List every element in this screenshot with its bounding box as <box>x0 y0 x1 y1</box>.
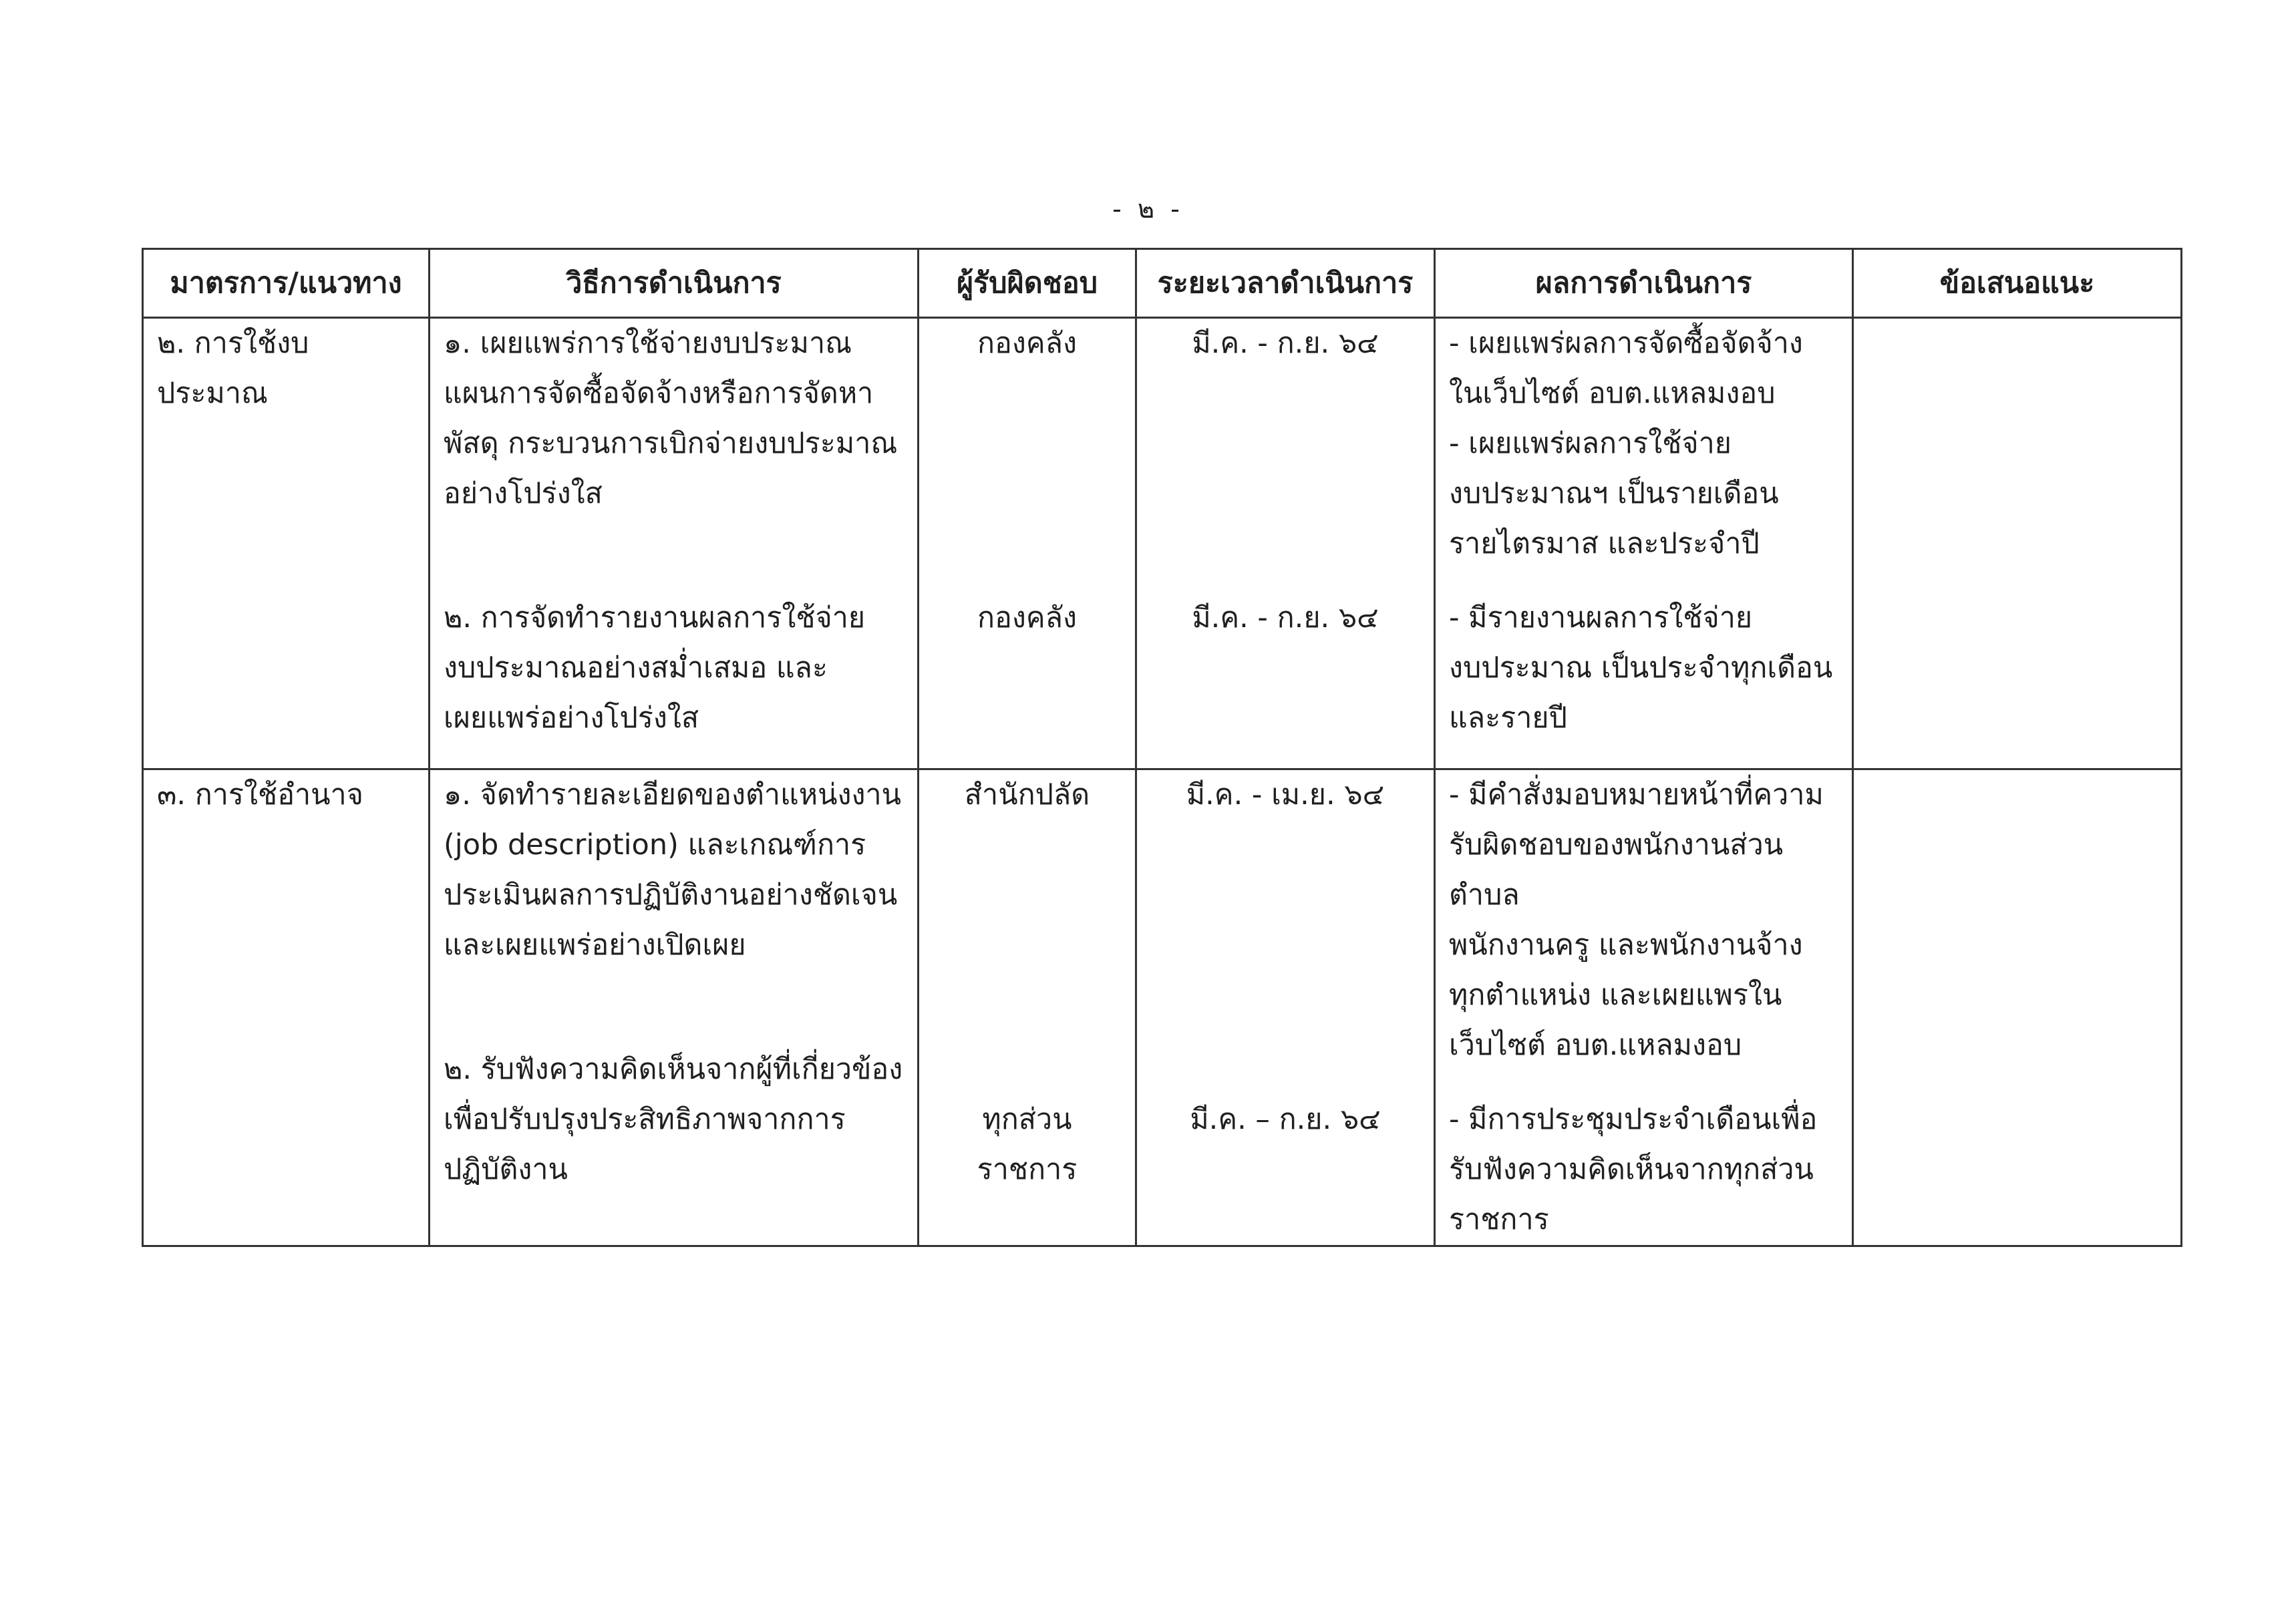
result-item: - เผยแพร่ผลการจัดซื้อจัดจ้าง ในเว็บไซต์ อบต.แหลมงอบ - เผยแพร่ผลการใช้จ่าย งบประมาณฯ เป็นรายเดือน รายไตรมาส และประจำปี <box>1449 327 1803 560</box>
period-item: มี.ค. - ก.ย. ๖๔ <box>1192 601 1379 635</box>
header-method: วิธีการดำเนินการ <box>430 249 919 318</box>
header-suggestion: ข้อเสนอแนะ <box>1853 249 2182 318</box>
responsible-item: กองคลัง <box>977 327 1077 360</box>
action-plan-table <box>142 248 2182 1247</box>
method-item: ๒. รับฟังความคิดเห็นจากผู้ที่เกี่ยวข้อง เพื่อปรับปรุงประสิทธิภาพจากการ ปฏิบัติงาน <box>444 1053 903 1186</box>
result-item: - มีรายงานผลการใช้จ่าย งบประมาณ เป็นประจำทุกเดือน และรายปี <box>1449 601 1833 735</box>
result-cell <box>1435 769 1853 1246</box>
period-item: มี.ค. - ก.ย. ๖๔ <box>1192 327 1379 360</box>
header-measure: มาตรการ/แนวทาง <box>143 249 430 318</box>
responsible-item: ทุกส่วนราชการ <box>977 1103 1078 1186</box>
page-number: - ๒ - <box>1112 194 1184 224</box>
method-item: ๑. จัดทำรายละเอียดของตำแหน่งงาน (job description) และเกณฑ์การ ประเมินผลการปฏิบัติงานอย่างชัดเจน และเผยแพร่อย่างเปิดเผย <box>444 778 902 962</box>
measure-text: ๓. การใช้อำนาจ <box>157 778 363 812</box>
result-item: - มีคำสั่งมอบหมายหน้าที่ความ รับผิดชอบของพนักงานส่วนตำบล พนักงานครู และพนักงานจ้าง ทุกตำแหน่ง และเผยแพรใน เว็บไซต์ อบต.แหลมงอบ <box>1449 778 1824 1062</box>
suggestion-cell <box>1853 769 2182 1246</box>
method-item: ๒. การจัดทำรายงานผลการใช้จ่าย งบประมาณอย่างสม่ำเสมอ และ เผยแพร่อย่างโปร่งใส <box>444 601 866 735</box>
suggestion-cell <box>1853 318 2182 769</box>
table-header-row <box>143 249 2182 318</box>
result-cell <box>1435 318 1853 769</box>
measure-cell <box>143 769 430 1246</box>
period-cell <box>1136 769 1435 1246</box>
method-cell <box>430 318 919 769</box>
responsible-cell <box>919 318 1136 769</box>
table-row <box>143 769 2182 1246</box>
responsible-item: สำนักปลัด <box>964 778 1090 812</box>
header-responsible: ผู้รับผิดชอบ <box>919 249 1136 318</box>
measure-text: ๒. การใช้งบประมาณ <box>157 327 309 410</box>
method-item: ๑. เผยแพร่การใช้จ่ายงบประมาณ แผนการจัดซื้อจัดจ้างหรือการจัดหา พัสดุ กระบวนการเบิกจ่ายงบประมาณ อย่างโปร่งใส <box>444 327 898 510</box>
period-cell <box>1136 318 1435 769</box>
header-period: ระยะเวลาดำเนินการ <box>1136 249 1435 318</box>
method-cell <box>430 769 919 1246</box>
responsible-cell <box>919 769 1136 1246</box>
responsible-item: กองคลัง <box>977 601 1077 635</box>
table-row <box>143 318 2182 769</box>
period-item: มี.ค. - เม.ย. ๖๔ <box>1186 778 1385 812</box>
period-item: มี.ค. – ก.ย. ๖๔ <box>1190 1103 1381 1136</box>
header-result: ผลการดำเนินการ <box>1435 249 1853 318</box>
result-item: - มีการประชุมประจำเดือนเพื่อ รับฟังความคิดเห็นจากทุกส่วน ราชการ <box>1449 1103 1818 1236</box>
measure-cell <box>143 318 430 769</box>
